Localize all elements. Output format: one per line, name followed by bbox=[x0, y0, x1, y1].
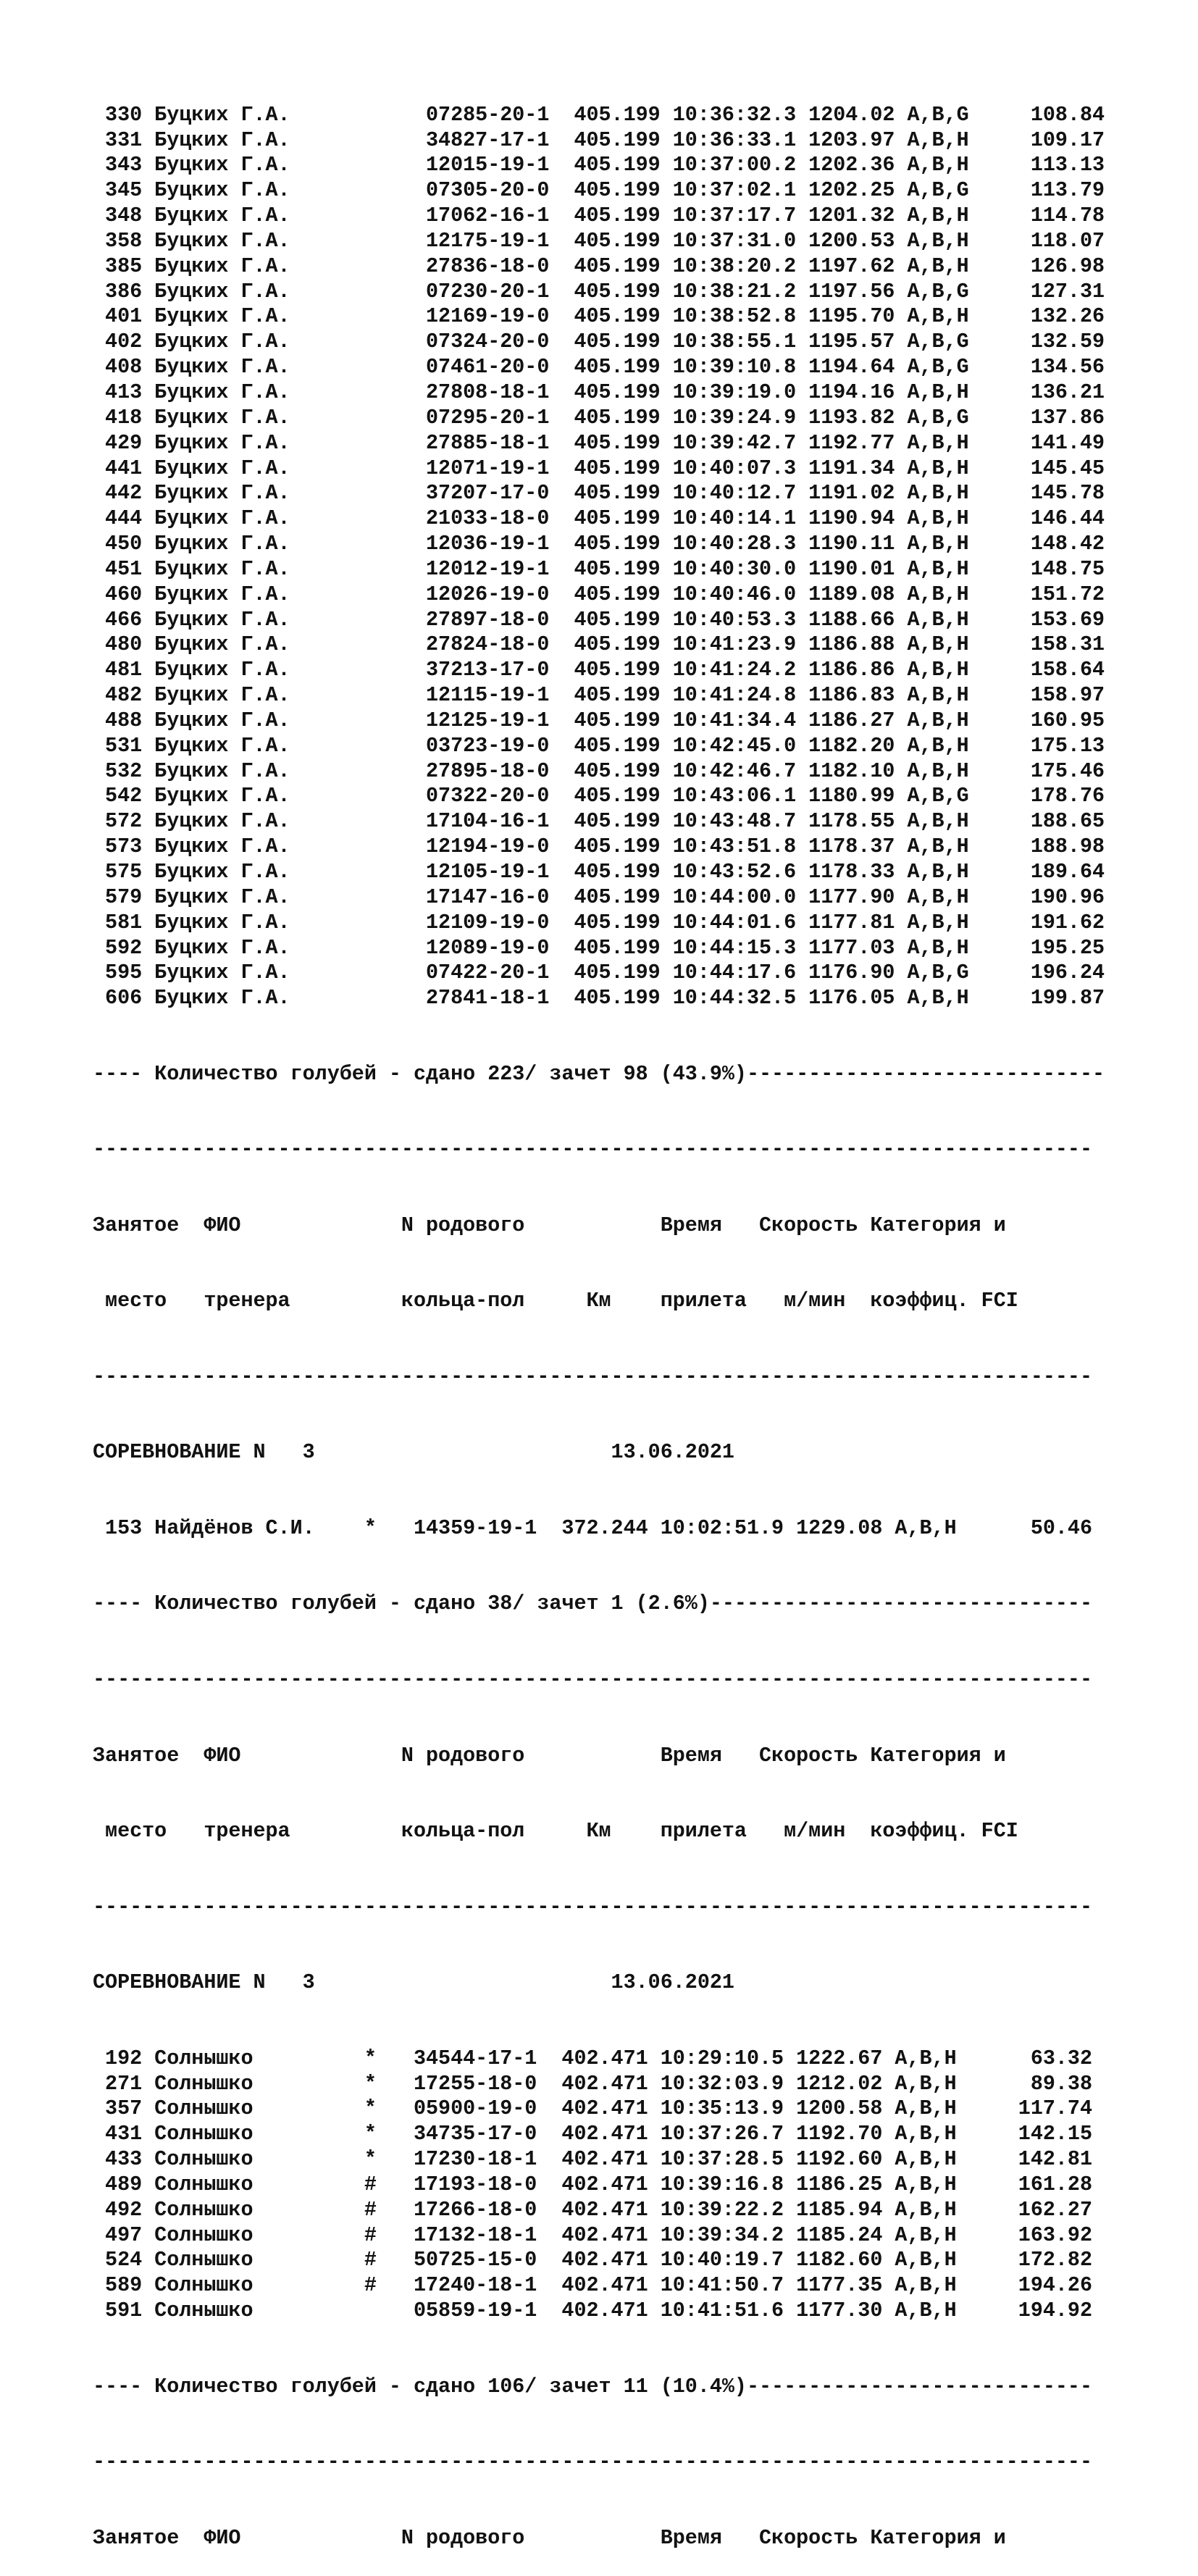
result-row: 442 Буцких Г.А. 37207-17-0 405.199 10:40:12.7 1191.02 A,B,H 145.78 bbox=[93, 481, 1105, 506]
result-row: 480 Буцких Г.А. 27824-18-0 405.199 10:41:23.9 1186.88 A,B,H 158.31 bbox=[93, 632, 1105, 657]
result-row: 348 Буцких Г.А. 17062-16-1 405.199 10:37:17.7 1201.32 A,B,H 114.78 bbox=[93, 204, 1105, 228]
table-header-line1: Занятое ФИО N родового Время Скорость Категория и bbox=[93, 1743, 1006, 1768]
result-row: 401 Буцких Г.А. 12169-19-0 405.199 10:38:52.8 1195.70 A,B,H 132.26 bbox=[93, 304, 1105, 329]
result-row: 573 Буцких Г.А. 12194-19-0 405.199 10:43:51.8 1178.37 A,B,H 188.98 bbox=[93, 835, 1105, 859]
result-row: 441 Буцких Г.А. 12071-19-1 405.199 10:40:07.3 1191.34 A,B,H 145.45 bbox=[93, 456, 1105, 480]
separator: --------------------------------------------------------------------------------- bbox=[93, 1137, 1093, 1162]
summary-line: ---- Количество голубей - сдано 106/ зачет 11 (10.4%)---------------------------- bbox=[93, 2374, 1093, 2399]
result-row: 492 Солнышко # 17266-18-0 402.471 10:39:22.2 1185.94 A,B,H 162.27 bbox=[93, 2197, 1093, 2222]
result-row: 450 Буцких Г.А. 12036-19-1 405.199 10:40:28.3 1190.11 A,B,H 148.42 bbox=[93, 532, 1105, 556]
result-row: 488 Буцких Г.А. 12125-19-1 405.199 10:41:34.4 1186.27 A,B,H 160.95 bbox=[93, 708, 1105, 732]
result-row: 343 Буцких Г.А. 12015-19-1 405.199 10:37:00.2 1202.36 A,B,H 113.13 bbox=[93, 153, 1105, 177]
result-row: 153 Найдёнов С.И. * 14359-19-1 372.244 10:02:51.9 1229.08 A,B,H 50.46 bbox=[93, 1515, 1093, 1540]
result-row: 575 Буцких Г.А. 12105-19-1 405.199 10:43:52.6 1178.33 A,B,H 189.64 bbox=[93, 860, 1105, 884]
result-row: 524 Солнышко # 50725-15-0 402.471 10:40:19.7 1182.60 A,B,H 172.82 bbox=[93, 2248, 1093, 2272]
result-row: 606 Буцких Г.А. 27841-18-1 405.199 10:44:32.5 1176.05 A,B,H 199.87 bbox=[93, 986, 1105, 1011]
result-row: 531 Буцких Г.А. 03723-19-0 405.199 10:42:45.0 1182.20 A,B,H 175.13 bbox=[93, 733, 1105, 758]
result-row: 591 Солнышко 05859-19-1 402.471 10:41:51.6 1177.30 A,B,H 194.92 bbox=[93, 2299, 1093, 2323]
result-row: 385 Буцких Г.А. 27836-18-0 405.199 10:38:20.2 1197.62 A,B,H 126.98 bbox=[93, 254, 1105, 278]
block-butskikh bbox=[93, 103, 1105, 1011]
separator: --------------------------------------------------------------------------------- bbox=[93, 1668, 1093, 1691]
result-row: 358 Буцких Г.А. 12175-19-1 405.199 10:37:31.0 1200.53 A,B,H 118.07 bbox=[93, 228, 1105, 253]
table-header-line2: место тренера кольца-пол Км прилета м/мин коэффиц. FCI bbox=[93, 1819, 1018, 1844]
result-row: 431 Солнышко * 34735-17-0 402.471 10:37:26.7 1192.70 A,B,H 142.15 bbox=[93, 2122, 1093, 2146]
result-row: 592 Буцких Г.А. 12089-19-0 405.199 10:44:15.3 1177.03 A,B,H 195.25 bbox=[93, 935, 1105, 960]
result-row: 466 Буцких Г.А. 27897-18-0 405.199 10:40:53.3 1188.66 A,B,H 153.69 bbox=[93, 607, 1105, 632]
table-header-line1: Занятое ФИО N родового Время Скорость Категория и bbox=[93, 2525, 1006, 2550]
result-row: 357 Солнышко * 05900-19-0 402.471 10:35:13.9 1200.58 A,B,H 117.74 bbox=[93, 2096, 1093, 2121]
competition-line: СОРЕВНОВАНИЕ N 3 13.06.2021 bbox=[93, 1970, 734, 1995]
separator: --------------------------------------------------------------------------------- bbox=[93, 1894, 1093, 1919]
result-row: 345 Буцких Г.А. 07305-20-0 405.199 10:37:02.1 1202.25 A,B,G 113.79 bbox=[93, 178, 1105, 203]
result-row: 542 Буцких Г.А. 07322-20-0 405.199 10:43:06.1 1180.99 A,B,G 178.76 bbox=[93, 784, 1105, 808]
result-row: 408 Буцких Г.А. 07461-20-0 405.199 10:39:10.8 1194.64 A,B,G 134.56 bbox=[93, 355, 1105, 380]
separator: --------------------------------------------------------------------------------- bbox=[93, 2450, 1093, 2475]
table-header-line2: место тренера кольца-пол Км прилета м/мин коэффиц. FCI bbox=[93, 1289, 1018, 1313]
summary-line: ---- Количество голубей - сдано 223/ зачет 98 (43.9%)----------------------------- bbox=[93, 1061, 1105, 1086]
result-row: 497 Солнышко # 17132-18-1 402.471 10:39:34.2 1185.24 A,B,H 163.92 bbox=[93, 2222, 1093, 2247]
result-row: 460 Буцких Г.А. 12026-19-0 405.199 10:40:46.0 1189.08 A,B,H 151.72 bbox=[93, 582, 1105, 606]
results-document bbox=[93, 52, 1105, 2576]
result-row: 418 Буцких Г.А. 07295-20-1 405.199 10:39:24.9 1193.82 A,B,G 137.86 bbox=[93, 405, 1105, 430]
separator: --------------------------------------------------------------------------------- bbox=[93, 1364, 1093, 1389]
table-header-line1: Занятое ФИО N родового Время Скорость Категория и bbox=[93, 1213, 1006, 1237]
result-row: 429 Буцких Г.А. 27885-18-1 405.199 10:39:42.7 1192.77 A,B,H 141.49 bbox=[93, 430, 1105, 455]
competition-line: СОРЕВНОВАНИЕ N 3 13.06.2021 bbox=[93, 1440, 734, 1465]
result-row: 532 Буцких Г.А. 27895-18-0 405.199 10:42:46.7 1182.10 A,B,H 175.46 bbox=[93, 758, 1105, 783]
result-row: 386 Буцких Г.А. 07230-20-1 405.199 10:38:21.2 1197.56 A,B,G 127.31 bbox=[93, 279, 1105, 304]
result-row: 444 Буцких Г.А. 21033-18-0 405.199 10:40:14.1 1190.94 A,B,H 146.44 bbox=[93, 506, 1105, 531]
result-row: 589 Солнышко # 17240-18-1 402.471 10:41:50.7 1177.35 A,B,H 194.26 bbox=[93, 2273, 1093, 2298]
result-row: 581 Буцких Г.А. 12109-19-0 405.199 10:44:01.6 1177.81 A,B,H 191.62 bbox=[93, 910, 1105, 934]
result-row: 579 Буцких Г.А. 17147-16-0 405.199 10:44:00.0 1177.90 A,B,H 190.96 bbox=[93, 885, 1105, 909]
result-row: 192 Солнышко * 34544-17-1 402.471 10:29:10.5 1222.67 A,B,H 63.32 bbox=[93, 2046, 1093, 2070]
result-row: 482 Буцких Г.А. 12115-19-1 405.199 10:41:24.8 1186.83 A,B,H 158.97 bbox=[93, 683, 1105, 708]
result-row: 451 Буцких Г.А. 12012-19-1 405.199 10:40:30.0 1190.01 A,B,H 148.75 bbox=[93, 556, 1105, 581]
result-row: 271 Солнышко * 17255-18-0 402.471 10:32:03.9 1212.02 A,B,H 89.38 bbox=[93, 2071, 1093, 2096]
summary-line: ---- Количество голубей - сдано 38/ зачет 1 (2.6%)------------------------------- bbox=[93, 1592, 1093, 1616]
result-row: 572 Буцких Г.А. 17104-16-1 405.199 10:43:48.7 1178.55 A,B,H 188.65 bbox=[93, 809, 1105, 834]
result-row: 330 Буцких Г.А. 07285-20-1 405.199 10:36:32.3 1204.02 A,B,G 108.84 bbox=[93, 102, 1105, 127]
block-solnyshko bbox=[93, 2046, 1105, 2324]
result-row: 413 Буцких Г.А. 27808-18-1 405.199 10:39:19.0 1194.16 A,B,H 136.21 bbox=[93, 380, 1105, 404]
result-row: 595 Буцких Г.А. 07422-20-1 405.199 10:44:17.6 1176.90 A,B,G 196.24 bbox=[93, 961, 1105, 985]
result-row: 489 Солнышко # 17193-18-0 402.471 10:39:16.8 1186.25 A,B,H 161.28 bbox=[93, 2172, 1093, 2196]
result-row: 433 Солнышко * 17230-18-1 402.471 10:37:28.5 1192.60 A,B,H 142.81 bbox=[93, 2147, 1093, 2172]
result-row: 402 Буцких Г.А. 07324-20-0 405.199 10:38:55.1 1195.57 A,B,G 132.59 bbox=[93, 330, 1105, 354]
result-row: 481 Буцких Г.А. 37213-17-0 405.199 10:41:24.2 1186.86 A,B,H 158.64 bbox=[93, 658, 1105, 682]
result-row: 331 Буцких Г.А. 34827-17-1 405.199 10:36:33.1 1203.97 A,B,H 109.17 bbox=[93, 127, 1105, 152]
block-naydyonov bbox=[93, 1516, 1105, 1542]
